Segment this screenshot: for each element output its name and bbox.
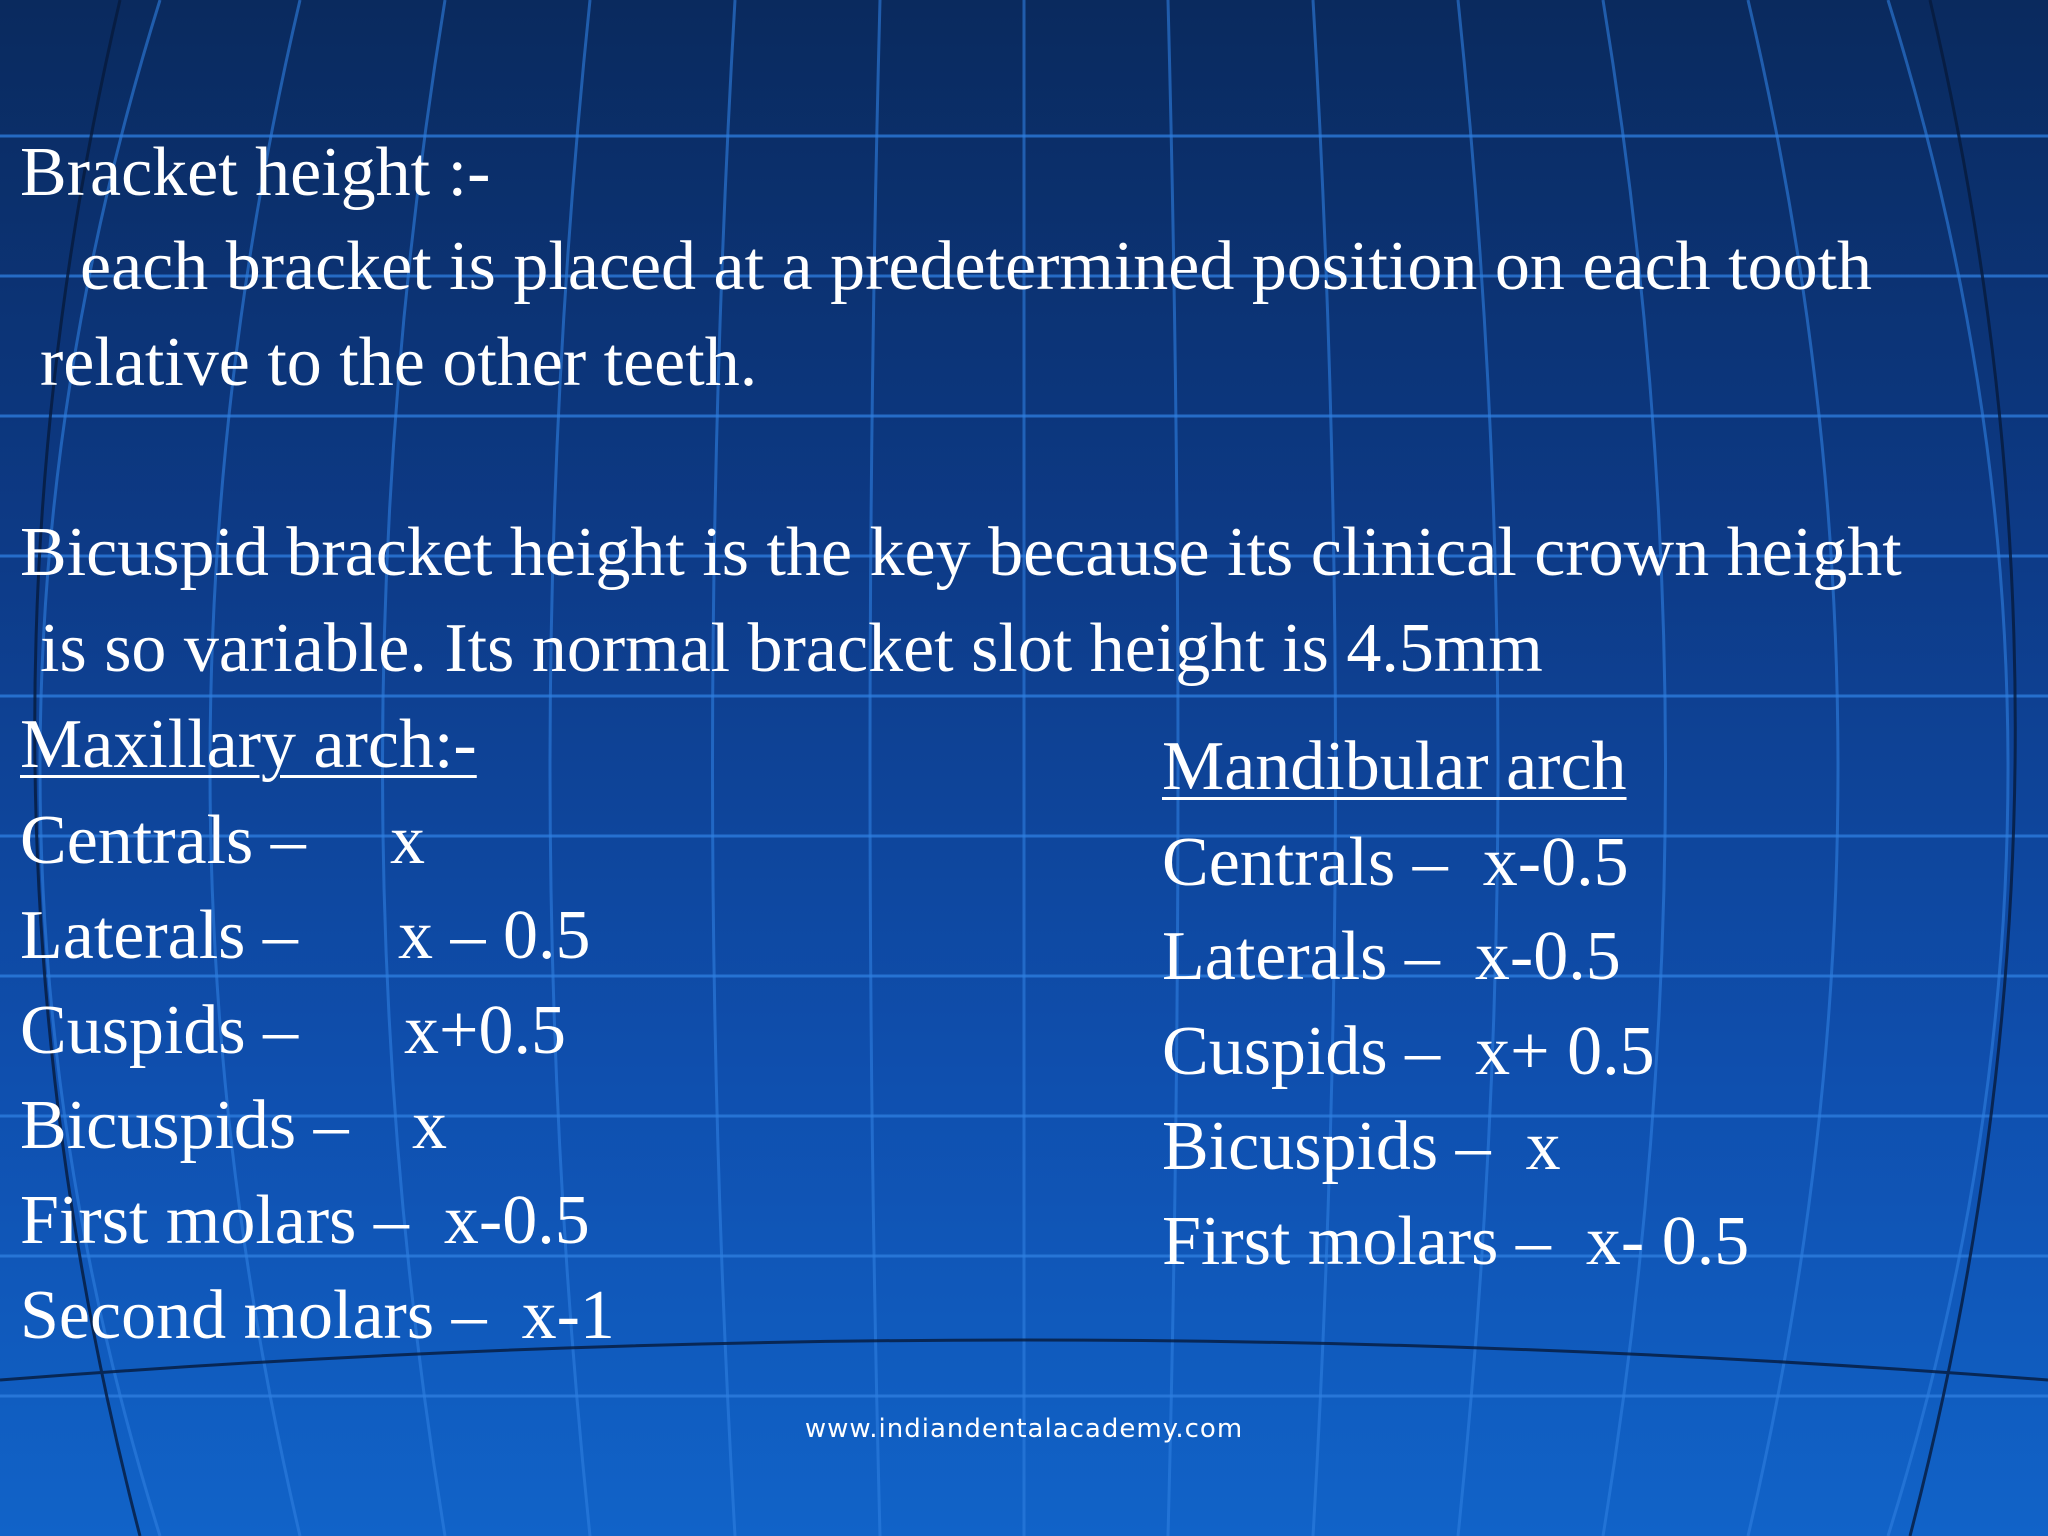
tooth-label: Laterals – <box>1162 918 1440 995</box>
maxillary-item <box>20 802 425 879</box>
maxillary-item <box>20 992 566 1069</box>
tooth-label: Second molars – <box>20 1277 487 1354</box>
mandibular-item <box>1162 1108 1561 1185</box>
key-line-1: Bicuspid bracket height is the key because its clinical crown height <box>20 514 1902 591</box>
tooth-label: Centrals – <box>1162 824 1448 901</box>
height-value: x+0.5 <box>404 992 566 1069</box>
tooth-label: Bicuspids – <box>20 1087 349 1164</box>
height-value: x <box>390 802 425 879</box>
tooth-label: Cuspids – <box>1162 1013 1441 1090</box>
intro-line-1: each bracket is placed at a predetermined position on each tooth <box>80 228 1873 305</box>
tooth-label: Centrals – <box>20 802 306 879</box>
maxillary-title: Maxillary arch:- <box>20 706 477 783</box>
heading: Bracket height :- <box>20 134 491 211</box>
tooth-label: Cuspids – <box>20 992 299 1069</box>
height-value: x-0.5 <box>1482 824 1629 901</box>
height-value: x <box>1525 1108 1561 1185</box>
maxillary-item <box>20 1277 615 1354</box>
tooth-label: First molars – <box>1162 1203 1551 1280</box>
height-value: x-1 <box>521 1277 615 1354</box>
key-line-2: is so variable. Its normal bracket slot height is 4.5mm <box>40 610 1543 687</box>
height-value: x – 0.5 <box>398 897 591 974</box>
footer-url: www.indiandentalacademy.com <box>804 1414 1244 1444</box>
mandibular-item <box>1162 1013 1655 1090</box>
intro-line-2: relative to the other teeth. <box>40 324 758 401</box>
tooth-label: First molars – <box>20 1182 409 1259</box>
maxillary-item <box>20 1182 590 1259</box>
mandibular-title: Mandibular arch <box>1162 728 1627 805</box>
mandibular-item <box>1162 918 1621 995</box>
height-value: x-0.5 <box>1474 918 1621 995</box>
height-value: x-0.5 <box>443 1182 590 1259</box>
tooth-label: Laterals – <box>20 897 298 974</box>
maxillary-item <box>20 1087 447 1164</box>
tooth-label: Bicuspids – <box>1162 1108 1491 1185</box>
maxillary-item <box>20 897 591 974</box>
mandibular-item <box>1162 1203 1750 1280</box>
height-value: x- 0.5 <box>1585 1203 1750 1280</box>
height-value: x <box>412 1087 447 1164</box>
mandibular-item <box>1162 824 1629 901</box>
height-value: x+ 0.5 <box>1475 1013 1655 1090</box>
